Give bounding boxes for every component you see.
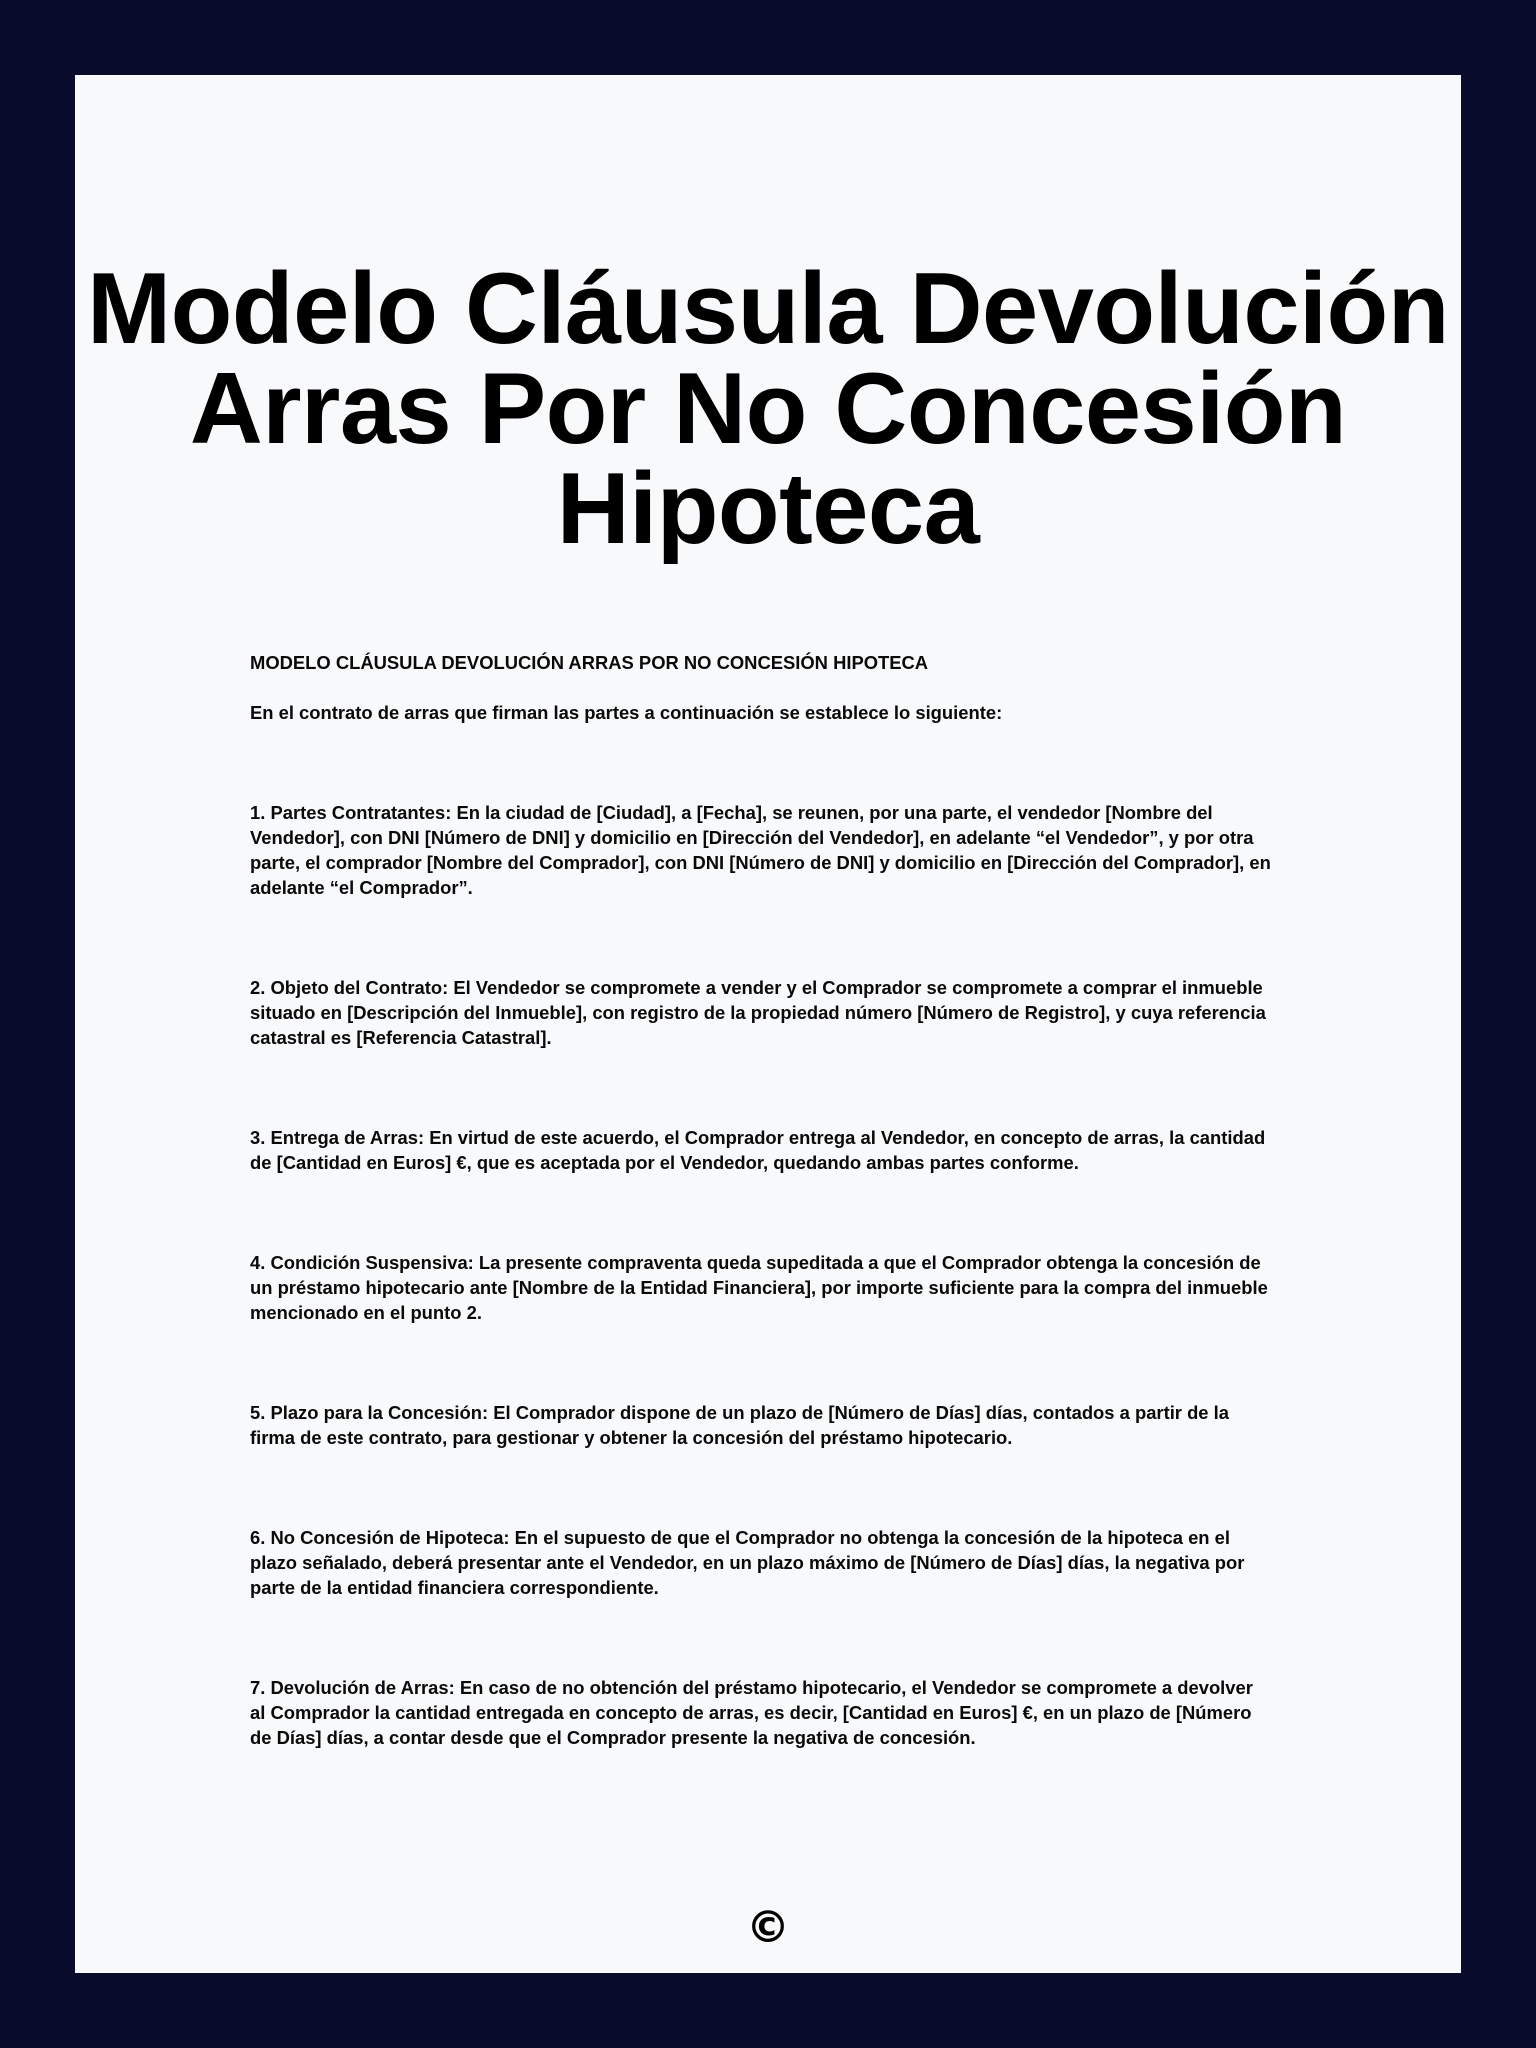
title-line-3: Hipoteca bbox=[556, 453, 980, 565]
clause-3-deposit: 3. Entrega de Arras: En virtud de este acuerdo, el Comprador entrega al Vendedor, en concepto de arras, la cantidad de [Cantidad en Euros] €, que es aceptada por el Vendedor, quedando ambas partes conforme. bbox=[250, 1127, 1266, 1173]
clause-7-refund: 7. Devolución de Arras: En caso de no obtención del préstamo hipotecario, el Vendedor se compromete a devolver al Comprador la cantidad entregada en concepto de arras, es decir, [Cantidad en Euros] €, en un plazo de [Número de Días] días, a contar desde que el Comprador presente la negativa de concesión. bbox=[250, 1677, 1253, 1748]
intro-paragraph: En el contrato de arras que firman las partes a continuación se establece lo siguiente: bbox=[250, 702, 1003, 723]
page-title bbox=[55, 253, 1481, 565]
title-line-2: Arras Por No Concesión bbox=[189, 353, 1347, 465]
clause-6-denial: 6. No Concesión de Hipoteca: En el supuesto de que el Comprador no obtenga la concesión de la hipoteca en el plazo señalado, deberá presentar ante el Vendedor, en un plazo máximo de [Número de Días] días, la negativa por parte de la entidad financiera correspondiente. bbox=[250, 1527, 1245, 1598]
clause-5-term: 5. Plazo para la Concesión: El Comprador dispone de un plazo de [Número de Días] días, contados a partir de la firma de este contrato, para gestionar y obtener la concesión del préstamo hipotecario. bbox=[250, 1402, 1229, 1448]
clause-4-condition: 4. Condición Suspensiva: La presente compraventa queda supeditada a que el Comprador obtenga la concesión de un préstamo hipotecario ante [Nombre de la Entidad Financiera], por importe suficiente para la compra del inmueble mencionado en el punto 2. bbox=[250, 1252, 1268, 1323]
document-page bbox=[75, 75, 1461, 1973]
copyright-icon: © bbox=[746, 1902, 790, 1953]
document-heading: MODELO CLÁUSULA DEVOLUCIÓN ARRAS POR NO CONCESIÓN HIPOTECA bbox=[250, 652, 929, 673]
clause-2-object: 2. Objeto del Contrato: El Vendedor se compromete a vender y el Comprador se compromete a comprar el inmueble situado en [Descripción del Inmueble], con registro de la propiedad número [Número de Registro], y cuya referencia catastral es [Referencia Catastral]. bbox=[250, 977, 1266, 1048]
title-line-1: Modelo Cláusula Devolución bbox=[87, 253, 1449, 365]
clause-1-parties: 1. Partes Contratantes: En la ciudad de [Ciudad], a [Fecha], se reunen, por una parte, el vendedor [Nombre del Vendedor], con DNI [Número de DNI] y domicilio en [Dirección del Vendedor], en adelante “el Vendedor”, y por otra parte, el comprador [Nombre del Comprador], con DNI [Número de DNI] y domicilio en [Dirección del Comprador], en adelante “el Comprador”. bbox=[250, 802, 1271, 898]
